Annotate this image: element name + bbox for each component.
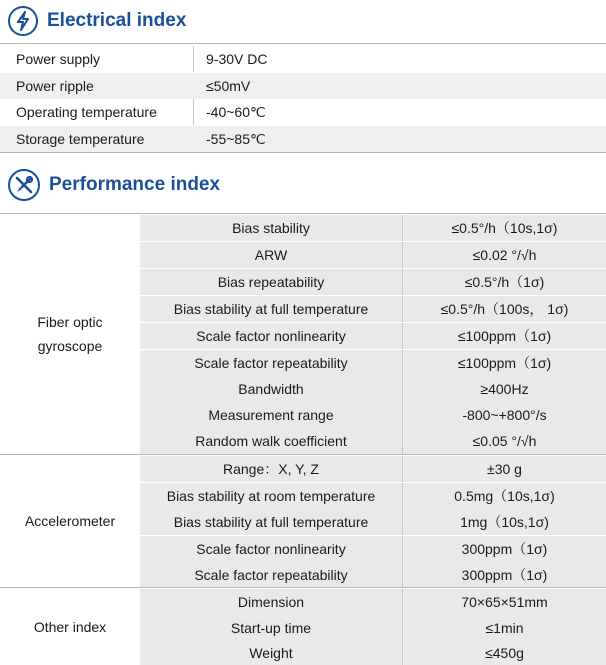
table-row [140, 562, 606, 589]
param-value: 70×65×51mm [402, 589, 606, 616]
param-value: -800~+800°/s [402, 402, 606, 429]
param-value: 300ppm（1σ) [402, 536, 606, 563]
param-name: Weight [140, 641, 402, 665]
param-name: Scale factor repeatability [140, 562, 402, 589]
table-row [140, 589, 606, 616]
param-name: Range：X, Y, Z [140, 456, 402, 483]
param-name: Scale factor repeatability [140, 350, 402, 377]
param-name: Bias stability at room temperature [140, 483, 402, 510]
table-row [0, 46, 606, 72]
param-name: Storage temperature [0, 126, 193, 152]
table-row [140, 536, 606, 563]
param-value: ≤100ppm（1σ) [402, 350, 606, 377]
table-row [140, 350, 606, 377]
group-label-line: gyroscope [37, 337, 103, 354]
param-name: Scale factor nonlinearity [140, 536, 402, 563]
performance-index-header [0, 168, 220, 202]
table-row [0, 99, 606, 125]
table-row [140, 296, 606, 323]
param-name: Bias stability at full temperature [140, 296, 402, 323]
param-value: -40~60℃ [206, 103, 266, 120]
param-name: Power ripple [0, 73, 193, 99]
param-value: ≤0.5°/h（100s， 1σ) [402, 296, 606, 323]
param-name: Power supply [16, 51, 101, 67]
table-row [140, 483, 606, 510]
param-value: ≤0.5°/h（1σ) [402, 269, 606, 296]
table-row [140, 215, 606, 242]
table-row [140, 402, 606, 429]
param-name: Dimension [140, 589, 402, 616]
param-name: ARW [140, 242, 402, 269]
param-value: ≤1min [402, 615, 606, 642]
group-label-line: Fiber optic [37, 313, 103, 330]
param-value: 1mg（10s,1σ) [402, 509, 606, 536]
lightning-icon [8, 6, 38, 36]
group-label-line: Other index [33, 618, 107, 635]
param-value: 9-30V DC [206, 51, 268, 67]
group-label-other [0, 588, 140, 665]
table-row [140, 376, 606, 403]
param-value: ≤50mV [193, 73, 606, 99]
param-name: Start-up time [140, 615, 402, 642]
table-row [140, 456, 606, 483]
param-name: Bias stability at full temperature [140, 509, 402, 536]
param-value: ≤450g [402, 641, 606, 665]
param-value: ≤0.5°/h（10s,1σ) [402, 215, 606, 242]
table-row [140, 323, 606, 350]
table-row [140, 269, 606, 296]
param-name: Bias repeatability [140, 269, 402, 296]
table-row [140, 641, 606, 665]
table-row [140, 509, 606, 536]
param-name: Bandwidth [140, 376, 402, 403]
divider [0, 43, 606, 44]
param-value: ≤0.05 °/√h [402, 428, 606, 455]
table-row [0, 126, 606, 152]
electrical-index-title: Electrical index [47, 10, 187, 31]
param-value: ≥400Hz [402, 376, 606, 403]
param-name: Scale factor nonlinearity [140, 323, 402, 350]
group-label-gyroscope [0, 214, 140, 453]
group-label-accelerometer [0, 455, 140, 586]
table-row [140, 242, 606, 269]
param-value: ±30 g [402, 456, 606, 483]
param-name: Bias stability [140, 215, 402, 242]
electrical-index-header [0, 5, 186, 37]
table-row [0, 73, 606, 99]
param-name: Operating temperature [16, 104, 157, 120]
tools-icon [8, 169, 40, 201]
param-name: Measurement range [140, 402, 402, 429]
param-name: Random walk coefficient [140, 428, 402, 455]
table-row [140, 428, 606, 455]
param-value: ≤100ppm（1σ) [402, 323, 606, 350]
table-row [140, 615, 606, 642]
param-value: ≤0.02 °/√h [402, 242, 606, 269]
param-value: -55~85℃ [193, 126, 606, 152]
performance-index-title: Performance index [49, 174, 221, 195]
divider [0, 152, 606, 153]
param-value: 0.5mg（10s,1σ) [402, 483, 606, 510]
group-label-line: Accelerometer [24, 512, 116, 529]
param-value: 300ppm（1σ) [402, 562, 606, 589]
